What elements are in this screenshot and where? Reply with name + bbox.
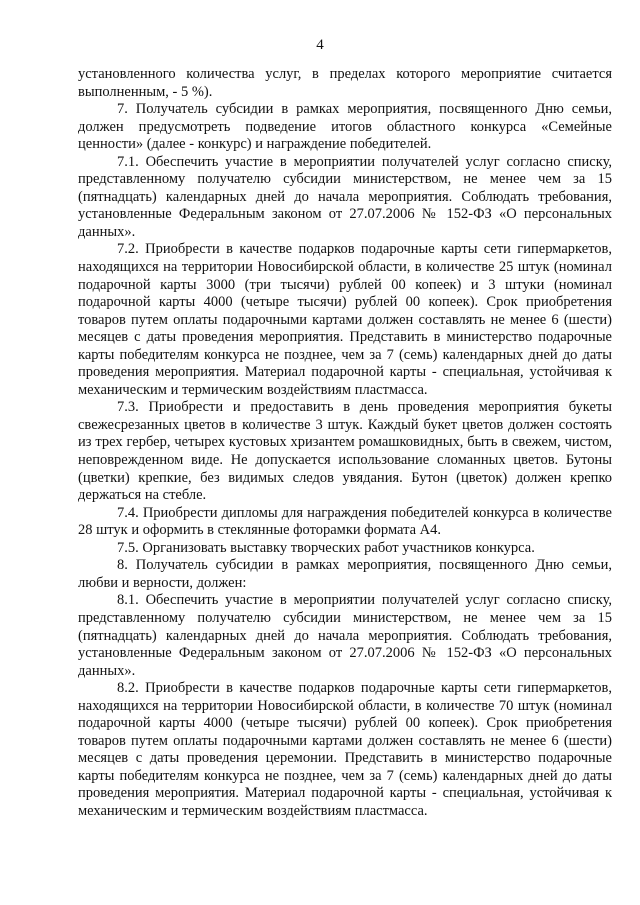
paragraph-continuation: установленного количества услуг, в пределах которого мероприятие считается выполненным, - 5 %). xyxy=(78,66,612,100)
page-number: 4 xyxy=(316,37,324,53)
paragraph-item-8-1: 8.1. Обеспечить участие в мероприятии получателей услуг согласно списку, представленному получателю субсидии министерством, не менее чем за 15 (пятнадцать) календарных дней до начала мероприятия. Соблюдать требования, установленные Федеральным законом от 27.07.2006 № 152-ФЗ «О персональных данных». xyxy=(78,592,612,679)
document-body xyxy=(78,66,612,821)
paragraph-item-8: 8. Получатель субсидии в рамках мероприятия, посвященного Дню семьи, любви и верности, должен: xyxy=(78,557,612,591)
paragraph-item-7-5: 7.5. Организовать выставку творческих работ участников конкурса. xyxy=(117,539,535,556)
paragraph-item-7-4: 7.4. Приобрести дипломы для награждения победителей конкурса в количестве 28 штук и оформить в стеклянные фоторамки формата А4. xyxy=(78,504,612,539)
paragraph-item-7-3: 7.3. Приобрести и предоставить в день проведения мероприятия букеты свежесрезанных цветов в количестве 3 штук. Каждый букет цветов должен состоять из трех гербер, четырех кустовых хризантем ромашковидных, быть в свежем, чистом, неповрежденном виде. Не допускается использование сломанных цветов. Бутоны (цветки) крепкие, без видимых следов увядания. Бутон (цветок) должен крепко держаться на стебле. xyxy=(78,399,612,504)
paragraph-item-7: 7. Получатель субсидии в рамках мероприятия, посвященного Дню семьи, должен предусмотреть подведение итогов областного конкурса «Семейные ценности» (далее - конкурс) и награждение победителей. xyxy=(78,101,612,153)
paragraph-item-8-2: 8.2. Приобрести в качестве подарков подарочные карты сети гипермаркетов, находящихся на территории Новосибирской области, в количестве 70 штук (номинал подарочной карты 4000 (четыре тысячи) рублей 00 копеек). Срок приобретения товаров путем оплаты подарочными картами должен составлять не менее 6 (шести) месяцев с даты проведения церемонии. Представить в министерство подарочные карты победителям конкурса не позднее, чем за 7 (семь) календарных дней до даты проведения мероприятия. Материал подарочной карты - специальная, устойчивая к механическим и термическим воздействиям пластмасса. xyxy=(78,680,612,819)
paragraph-item-7-1: 7.1. Обеспечить участие в мероприятии получателей услуг согласно списку, представленному получателю субсидии министерством, не менее чем за 15 (пятнадцать) календарных дней до начала мероприятия. Соблюдать требования, установленные Федеральным законом от 27.07.2006 № 152-ФЗ «О персональных данных». xyxy=(78,153,612,240)
paragraph-item-7-2: 7.2. Приобрести в качестве подарков подарочные карты сети гипермаркетов, находящихся на территории Новосибирской области, в количестве 25 штук (номинал подарочной карты 3000 (три тысячи) рублей 00 копеек) и 3 штуки (номинал подарочной карты 4000 (четыре тысячи) рублей 00 копеек). Срок приобретения товаров путем оплаты подарочными картами должен составлять не менее 6 (шести) месяцев с даты проведения мероприятия. Представить в министерство подарочные карты победителям конкурса не позднее, чем за 7 (семь) календарных дней до даты проведения мероприятия. Материал подарочной карты - специальная, устойчивая к механическим и термическим воздействиям пластмасса. xyxy=(78,241,612,398)
